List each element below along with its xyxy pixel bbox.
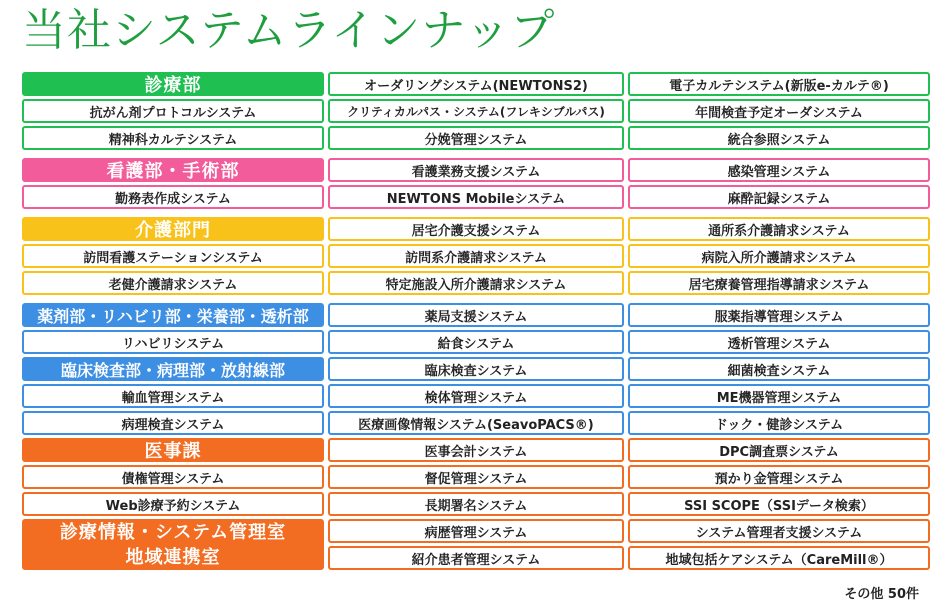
table-row (22, 384, 930, 408)
system-item: DPC調査票システム (628, 438, 930, 462)
system-item: 紹介患者管理システム (328, 546, 624, 570)
table-row (22, 185, 930, 209)
table-row (22, 438, 930, 462)
category-header-kango: 看護部・手術部 (22, 158, 324, 182)
system-item: 感染管理システム (628, 158, 930, 182)
system-item: 電子カルテシステム(新版e-カルテ®) (628, 72, 930, 96)
system-item: 訪問系介護請求システム (328, 244, 624, 268)
system-item: 給食システム (328, 330, 624, 354)
system-item: 病理検査システム (22, 411, 324, 435)
system-item: 看護業務支援システム (328, 158, 624, 182)
category-header-shinryo-joho (22, 519, 324, 570)
system-item: Web診療予約システム (22, 492, 324, 516)
category-header-label: 診療情報・システム管理室 (59, 521, 287, 543)
footer-count: その他 50件 (844, 587, 919, 602)
system-item: 服薬指導管理システム (628, 303, 930, 327)
system-item: 透析管理システム (628, 330, 930, 354)
section-yakuzai (22, 303, 930, 438)
table-row (22, 357, 930, 381)
page-title: 当社システムラインナップ (22, 5, 556, 56)
system-item: 通所系介護請求システム (628, 217, 930, 241)
category-header-label: 地域連携室 (125, 546, 221, 568)
table-row (22, 244, 930, 268)
table-row (22, 330, 930, 354)
system-item: 病院入所介護請求システム (628, 244, 930, 268)
table-row (22, 217, 930, 241)
table-row (328, 519, 930, 543)
category-header-yakuzai: 薬剤部・リハビリ部・栄養部・透析部 (22, 303, 324, 327)
category-header-rinsho: 臨床検査部・病理部・放射線部 (22, 357, 324, 381)
table-row (22, 99, 930, 123)
table-row (22, 492, 930, 516)
system-item: 勤務表作成システム (22, 185, 324, 209)
system-item: 抗がん剤プロトコルシステム (22, 99, 324, 123)
system-item: 地域包括ケアシステム（CareMill®） (628, 546, 930, 570)
system-item: 麻酔記録システム (628, 185, 930, 209)
table-row (22, 72, 930, 96)
system-item: 医事会計システム (328, 438, 624, 462)
category-header-kaigo: 介護部門 (22, 217, 324, 241)
system-item: 債権管理システム (22, 465, 324, 489)
table-row (22, 271, 930, 295)
merged-row-group (22, 519, 930, 570)
section-shinryo (22, 72, 930, 153)
section-kaigo (22, 217, 930, 298)
system-item: 統合参照システム (628, 126, 930, 150)
system-item: ドック・健診システム (628, 411, 930, 435)
system-item: ME機器管理システム (628, 384, 930, 408)
system-item: 病歴管理システム (328, 519, 624, 543)
system-item: 年間検査予定オーダシステム (628, 99, 930, 123)
system-item: 臨床検査システム (328, 357, 624, 381)
table-row (22, 303, 930, 327)
system-item: 居宅療養管理指導請求システム (628, 271, 930, 295)
system-item: クリティカルパス・システム(フレキシブルパス) (328, 99, 624, 123)
system-item: オーダリングシステム(NEWTONS2) (328, 72, 624, 96)
system-item: 居宅介護支援システム (328, 217, 624, 241)
system-item: 医療画像情報システム(SeavoPACS®) (328, 411, 624, 435)
system-item: SSI SCOPE（SSIデータ検索） (628, 492, 930, 516)
system-item: 精神科カルテシステム (22, 126, 324, 150)
system-item: NEWTONS Mobileシステム (328, 185, 624, 209)
system-item: 薬局支援システム (328, 303, 624, 327)
system-item: 督促管理システム (328, 465, 624, 489)
system-item: 長期署名システム (328, 492, 624, 516)
system-item: システム管理者支援システム (628, 519, 930, 543)
table-row (22, 465, 930, 489)
category-header-shinryo: 診療部 (22, 72, 324, 96)
system-item: 訪問看護ステーションシステム (22, 244, 324, 268)
section-kango (22, 158, 930, 212)
system-item: 老健介護請求システム (22, 271, 324, 295)
system-item: 輸血管理システム (22, 384, 324, 408)
category-header-ijika: 医事課 (22, 438, 324, 462)
table-row (22, 126, 930, 150)
system-item: 預かり金管理システム (628, 465, 930, 489)
table-row (328, 546, 930, 570)
section-ijika (22, 438, 930, 570)
system-item: 特定施設入所介護請求システム (328, 271, 624, 295)
system-item: 検体管理システム (328, 384, 624, 408)
system-item: 細菌検査システム (628, 357, 930, 381)
system-item: リハビリシステム (22, 330, 324, 354)
table-row (22, 411, 930, 435)
system-item: 分娩管理システム (328, 126, 624, 150)
table-row (22, 158, 930, 182)
merged-row-items (328, 519, 930, 570)
